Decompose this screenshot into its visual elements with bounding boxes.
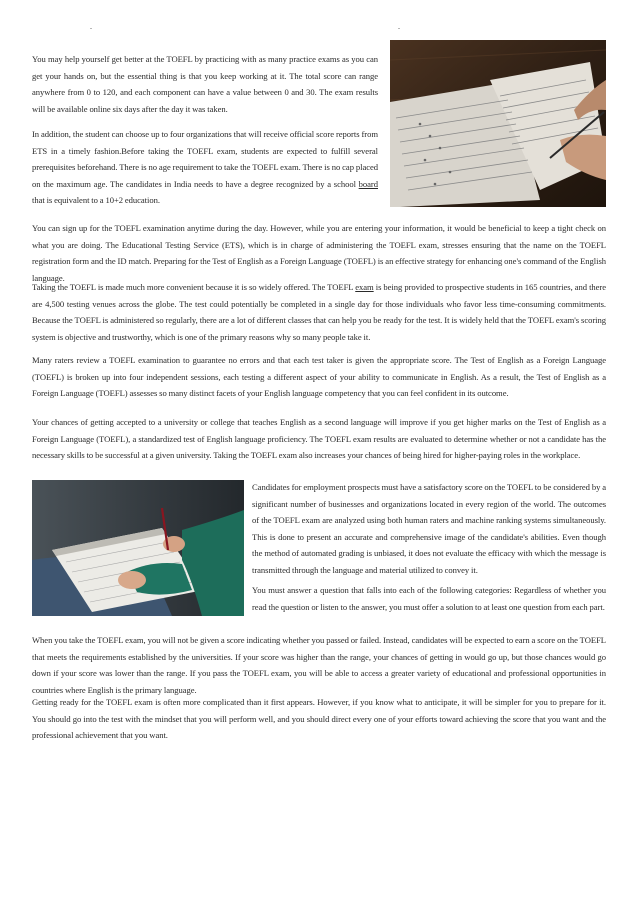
- paragraph-2-text-b: that is equivalent to a 10+2 education.: [32, 195, 160, 205]
- paragraph-4: [32, 279, 606, 345]
- paragraph-2-text-a: In addition, the student can choose up to four organizations that will receive official score reports from ETS in a timely fashion.Before taking the TOEFL exam, students are expected to fulfill several prerequisites beforehand. There is no age requirement to take the TOEFL exam. There is no cap placed on the maximum age. The candidates in India needs to have a degree recognized by a school: [32, 129, 378, 189]
- paragraph-7: Candidates for employment prospects must have a satisfactory score on the TOEFL to be considered by a significant number of businesses and organizations located in every region of the world. The outcomes of the TOEFL exam are analyzed using both human raters and machine ranking systems simultaneously. This is done to present an accurate and comprehensive image of the candidate's abilities. Even though the method of automated grading is unbiased, it does not evaluate the efficacy with which the message is transmitted through the language and material utilized to convey it.: [252, 482, 606, 575]
- writing-notebook-photo: [32, 480, 244, 616]
- board-link[interactable]: board: [358, 178, 378, 189]
- paragraph-4-text-b: is being provided to prospective students in 165 countries, and there are 4,500 testing venues across the globe. The test could potentially be completed in a single day for those individuals who favor less time-consuming commitments. Because the TOEFL is administered so regularly, there are a lot of different classes that can help you be ready for the test. It is widely held that the TOEFL exam's scoring system is objective and trustworthy, which is one of the primary reasons why so many people take it.: [32, 282, 606, 342]
- header-mark-left: .: [90, 22, 92, 31]
- exam-link[interactable]: exam: [355, 282, 374, 292]
- paragraph-6: Your chances of getting accepted to a university or college that teaches English as a second language will improve if you get higher marks on the Test of English as a Foreign Language (TOEFL), a standardized test of English language proficiency. The TOEFL exam results are evaluated to determine whether or not a candidate has the necessary skills to be successful at a given university. Taking the TOEFL exam also increases your chances of being hired for higher-paying roles in the workplace.: [32, 417, 606, 460]
- paragraph-8: You must answer a question that falls into each of the following categories: Regardless of whether you read the question or listen to the answer, you must offer a solution to at least one question from each part.: [252, 585, 606, 612]
- paragraph-1: You may help yourself get better at the TOEFL by practicing with as many practice exams as you can get your hands on, but the essential thing is that you keep working at it. The total score can range anywhere from 0 to 120, and each component can have a value between 0 and 30. The exam results will be available online six days after the day it was taken.: [32, 54, 378, 114]
- exam-paper-photo: [390, 40, 606, 207]
- paragraph-10: Getting ready for the TOEFL exam is often more complicated than it first appears. However, if you know what to anticipate, it will be simpler for you to prepare for it. You should go into the test with the mindset that you will perform well, and you should direct every one of your efforts toward achieving the score that you want and the professional achievement that you want.: [32, 697, 606, 740]
- paragraph-5: Many raters review a TOEFL examination to guarantee no errors and that each test taker is given the appropriate score. The Test of English as a Foreign Language (TOEFL) is broken up into four independent sessions, each testing a different aspect of your ability to communicate in English. As a result, the Test of English as a Foreign Language (TOEFL) assesses so many distinct facets of your English language competency that you can feel confident in its outcome.: [32, 355, 606, 398]
- paragraph-4-text-a: Taking the TOEFL is made much more convenient because it is so widely offered. The TOEFL: [32, 282, 356, 292]
- paragraph-9: When you take the TOEFL exam, you will not be given a score indicating whether you passed or failed. Instead, candidates will be expected to earn a score on the TOEFL that meets the requirements established by the universities. If your score was higher than the range, your chances of getting in would go up, but those chances would go down if your score was lower than the range. If you pass the TOEFL exam, you will be able to access a greater variety of educational and professional opportunities in countries where English is the primary language.: [32, 635, 606, 695]
- paragraph-3: You can sign up for the TOEFL examination anytime during the day. However, while you are entering your information, it would be beneficial to keep a tight check on what you are doing. The Educational Testing Service (ETS), which is in charge of administering the TOEFL exam, stresses ensuring that the name on the TOEFL registration form and the ID match. Preparing for the Test of English as a Foreign Language (TOEFL) is an effective strategy for enhancing one's command of the English language.: [32, 223, 606, 283]
- header-mark-right: .: [398, 22, 400, 31]
- paragraph-2: [32, 126, 378, 209]
